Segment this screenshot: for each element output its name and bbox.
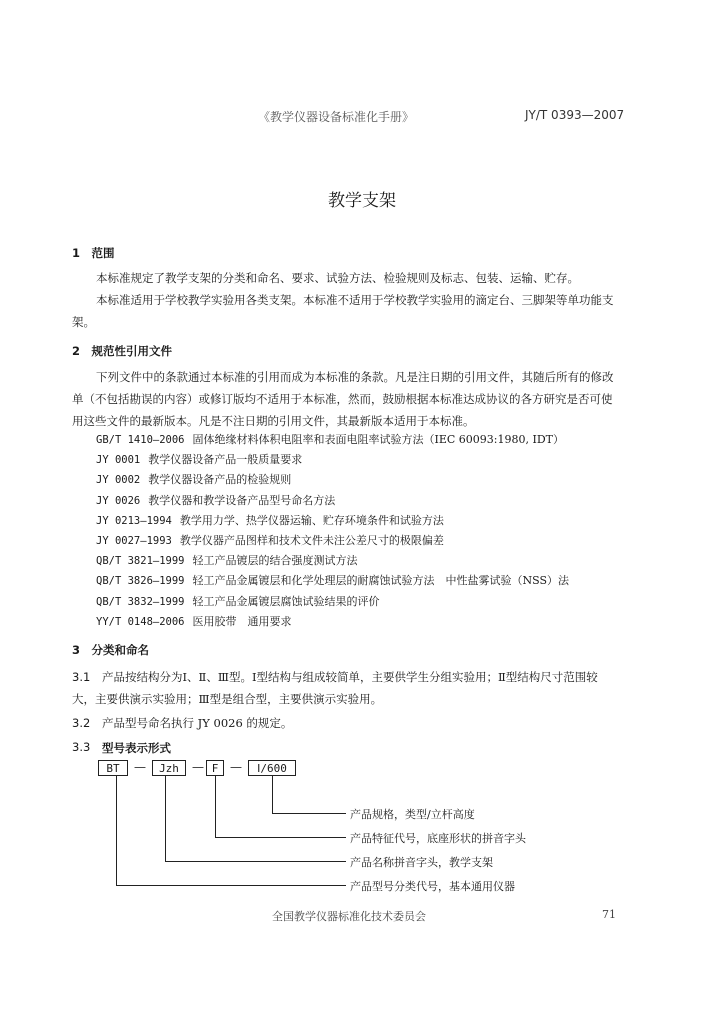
- reference-item: [96, 492, 335, 508]
- connector-category-vertical: [116, 776, 117, 886]
- reference-code: JY 0213—1994: [96, 514, 172, 527]
- model-box-feature: F: [206, 760, 224, 776]
- model-box-category: BT: [98, 760, 128, 776]
- reference-title: 教学仪器设备产品的检验规则: [148, 473, 292, 487]
- connector-name-vertical: [165, 776, 166, 862]
- model-box-spec: Ⅰ/600: [248, 760, 296, 776]
- reference-item: [96, 512, 444, 528]
- reference-code: QB/T 3832—1999: [96, 595, 185, 608]
- reference-title: 医用胶带 通用要求: [192, 614, 292, 628]
- section-1-para-2: 本标准适用于学校教学实验用各类支架。本标准不适用于学校教学实验用的滴定台、三脚架等单功能支架。: [72, 293, 614, 329]
- reference-item: [96, 431, 564, 447]
- section-3-heading: 3 分类和命名: [72, 643, 150, 657]
- header-left: 《教学仪器设备标准化手册》: [258, 110, 415, 124]
- model-dash-1: —: [134, 760, 146, 774]
- reference-item: [96, 552, 358, 568]
- reference-title: 教学用力学、热学仪器运输、贮存环境条件和试验方法: [179, 513, 444, 527]
- connector-feature-vertical: [215, 776, 216, 838]
- reference-title: 教学仪器和教学设备产品型号命名方法: [148, 493, 336, 507]
- label-feature: 产品特征代号，底座形状的拼音字头: [350, 832, 526, 845]
- label-spec: 产品规格，类型/立杆高度: [350, 808, 475, 821]
- clause-3-3-text: 型号表示形式: [102, 741, 171, 755]
- reference-title: 轻工产品金属镀层腐蚀试验结果的评价: [192, 594, 380, 608]
- reference-code: GB/T 1410—2006: [96, 434, 185, 446]
- reference-code: YY/T 0148—2006: [96, 615, 185, 628]
- reference-item: [96, 593, 380, 609]
- reference-code: QB/T 3826—1999: [96, 575, 185, 588]
- reference-code: JY 0002: [96, 474, 141, 487]
- label-name: 产品名称拼音字头，教学支架: [350, 856, 493, 869]
- reference-title: 轻工产品镀层的结合强度测试方法: [192, 554, 358, 568]
- clause-3-2-number: 3.2: [72, 716, 91, 730]
- label-category: 产品型号分类代号，基本通用仪器: [350, 880, 515, 893]
- header-right: JY/T 0393—2007: [525, 108, 625, 122]
- reference-code: JY 0001: [96, 454, 141, 467]
- footer-committee: 全国教学仪器标准化技术委员会: [272, 910, 426, 923]
- clause-3-3-number: 3.3: [72, 740, 91, 754]
- reference-item: [96, 532, 444, 548]
- connector-name-horizontal: [165, 861, 346, 862]
- reference-item: [96, 572, 569, 588]
- section-2-intro: 下列文件中的条款通过本标准的引用而成为本标准的条款。凡是注日期的引用文件，其随后所有的修改单（不包括勘误的内容）或修订版均不适用于本标准，然而，鼓励根据本标准达成协议的各方研究是否可使用这些文件的最新版本。凡是不注日期的引用文件，其最新版本适用于本标准。: [72, 370, 614, 428]
- page-number: 71: [602, 908, 616, 921]
- reference-title: 轻工产品金属镀层和化学处理层的耐腐蚀试验方法 中性盐雾试验（NSS）法: [192, 574, 570, 588]
- clause-3-1-text: 产品按结构分为Ⅰ、Ⅱ、Ⅲ型。Ⅰ型结构与组成较简单，主要供学生分组实验用；Ⅱ型结构尺寸范围较大，主要供演示实验用；Ⅲ型是组合型，主要供演示实验用。: [72, 670, 598, 706]
- reference-title: 固体绝缘材料体积电阻率和表面电阻率试验方法（IEC 60093:1980, IDT）: [192, 433, 564, 446]
- reference-code: JY 0026: [96, 494, 141, 507]
- model-box-name: Jzh: [152, 760, 186, 776]
- model-dash-3: —: [230, 760, 242, 774]
- section-2-heading: 2 规范性引用文件: [72, 344, 173, 358]
- reference-item: [96, 451, 302, 467]
- reference-title: 教学仪器设备产品一般质量要求: [148, 453, 303, 467]
- section-1-para-1: 本标准规定了教学支架的分类和命名、要求、试验方法、检验规则及标志、包装、运输、贮存。: [96, 271, 579, 285]
- connector-spec-horizontal: [272, 813, 346, 814]
- reference-title: 教学仪器产品图样和技术文件未注公差尺寸的极限偏差: [179, 534, 444, 547]
- reference-item: [96, 613, 292, 629]
- section-1-heading: 1 范围: [72, 246, 115, 260]
- reference-code: JY 0027—1993: [96, 535, 172, 547]
- reference-code: QB/T 3821—1999: [96, 555, 185, 568]
- model-dash-2: —: [192, 760, 204, 774]
- clause-3-1-number: 3.1: [72, 670, 91, 684]
- reference-item: [96, 471, 291, 487]
- clause-3-2-text: 产品型号命名执行 JY 0026 的规定。: [102, 716, 293, 730]
- connector-category-horizontal: [116, 885, 346, 886]
- page-title: 教学支架: [328, 191, 396, 211]
- connector-feature-horizontal: [215, 837, 346, 838]
- connector-spec-vertical: [272, 776, 273, 814]
